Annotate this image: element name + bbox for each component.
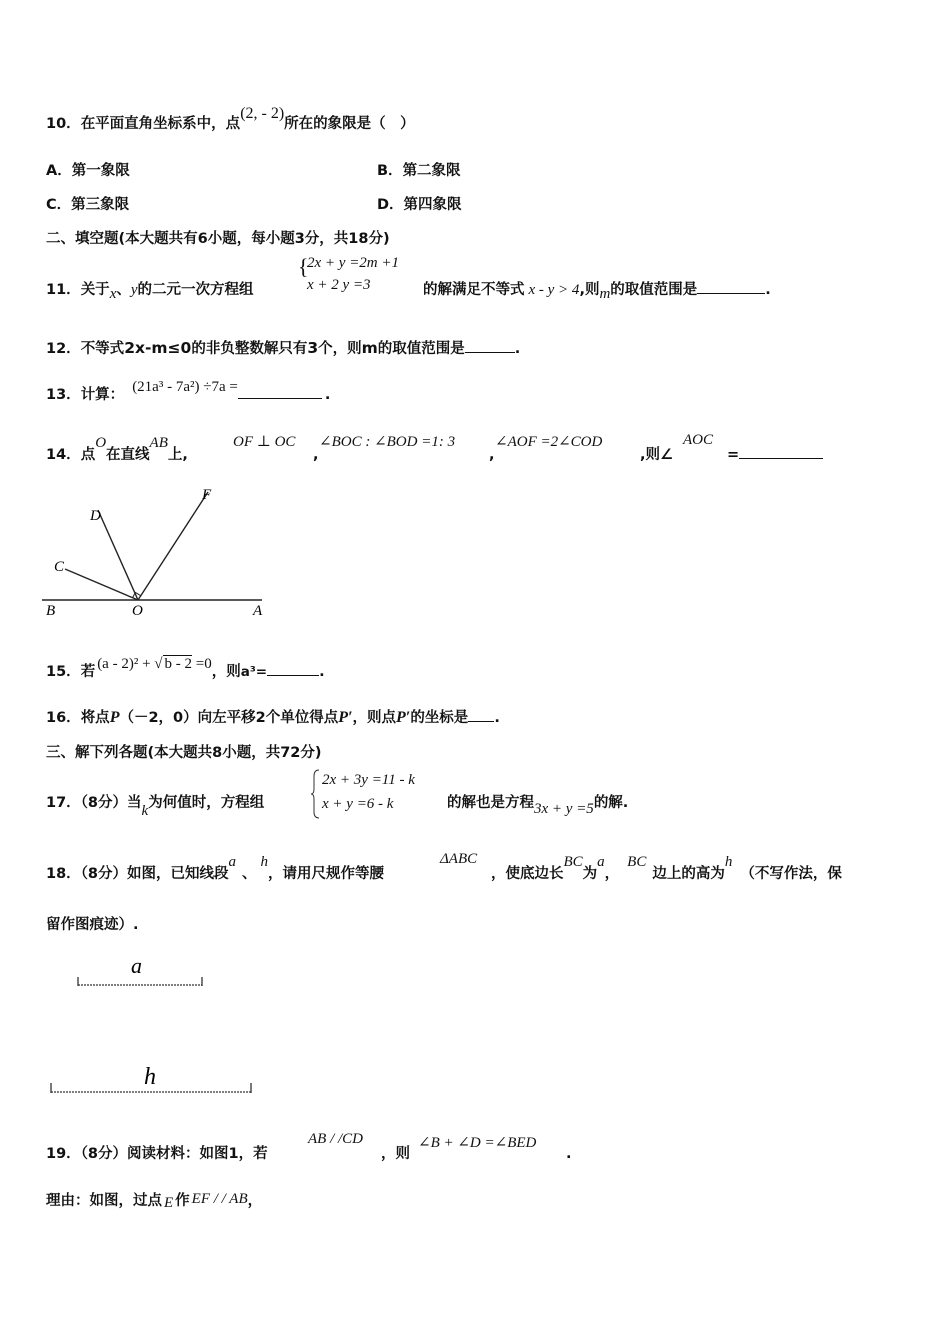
section-3-heading: 三、解下列各题(本大题共8小题，共72分) <box>46 745 322 761</box>
section-2-heading: 二、填空题(本大题共有6小题，每小题3分，共18分) <box>46 231 390 247</box>
q17-stem: 17．（8分）当k为何值时，方程组 <box>46 795 265 819</box>
q11-equation-1: 2x + y =2m +1 <box>307 255 400 271</box>
q16-answer-blank <box>468 721 494 722</box>
q14-stem: 14．点O在直线AB上, <box>46 435 188 463</box>
q11-stem: 11．关于x、y的二元一次方程组 <box>46 282 254 302</box>
q10-number: 10． <box>46 116 81 132</box>
q18-triangle: ΔABC <box>440 851 478 867</box>
q10-option-a: A．第一象限 <box>46 163 130 179</box>
q14-figure <box>40 480 280 625</box>
q17-equation-1: 2x + 3y =11 - k <box>322 772 415 788</box>
q19-parallel: AB / /CD <box>308 1131 363 1147</box>
q14-ratio: ∠BOC : ∠BOD =1: 3 <box>319 434 456 450</box>
q11-equation-system <box>307 252 399 296</box>
q12-stem: 12．不等式2x-m≤0的非负整数解只有3个，则m的取值范围是 . <box>46 339 521 357</box>
q12-answer-blank <box>465 352 515 353</box>
q19-relation: ∠B + ∠D =∠BED <box>418 1135 537 1151</box>
q13-answer-blank <box>238 398 322 399</box>
ray-od <box>98 510 138 600</box>
q11-answer-blank <box>697 293 765 294</box>
q10-option-d: D．第四象限 <box>377 197 462 213</box>
q15-answer-blank <box>267 675 319 676</box>
label-a: A <box>253 603 263 619</box>
q11-system-brace: { <box>298 254 309 279</box>
q11-equation-2: x + 2 y =3 <box>307 277 371 293</box>
q15-stem: 15．若 (a - 2)² + √ b - 2 =0，则a³= . <box>46 656 325 680</box>
q11-condition: 的解满足不等式 x - y > 4,则m的取值范围是 . <box>423 282 771 302</box>
q14-relation: ∠AOF =2∠COD <box>495 434 603 450</box>
q10-stem: 10．在平面直角坐标系中，点(2, - 2)所在的象限是（ ） <box>46 105 415 132</box>
segment-a <box>75 955 207 995</box>
q19-reason: 理由：如图，过点 E 作 EF / / AB， <box>46 1191 263 1211</box>
q10-point: (2, - 2) <box>240 105 285 122</box>
q14-answer-blank <box>739 458 823 459</box>
q10-option-c: C．第三象限 <box>46 197 130 213</box>
q18-stem: 18．（8分）如图，已知线段a、h，请用尺规作等腰 <box>46 854 385 882</box>
label-b: B <box>46 603 56 619</box>
q13-stem: 13．计算： (21a³ - 7a²) ÷7a = . <box>46 379 331 403</box>
segment-a-label: a <box>131 955 142 978</box>
q14-perpendicular: OF ⊥ OC <box>233 434 296 450</box>
q19-stem: 19．（8分）阅读材料：如图1，若 <box>46 1146 268 1162</box>
q15-expression: (a - 2)² + √ b - 2 =0 <box>97 656 212 672</box>
q18-line-2: 留作图痕迹）. <box>46 917 139 933</box>
label-f: F <box>202 487 212 503</box>
q17-condition: 的解也是方程3x + y =5的解. <box>447 795 629 817</box>
label-o: O <box>132 603 143 619</box>
q16-stem: 16．将点P（－2，0）向左平移2个单位得点P′，则点P′的坐标是 . <box>46 709 500 726</box>
q13-expression: (21a³ - 7a²) ÷7a = <box>132 379 238 395</box>
q10-option-b: B．第二象限 <box>377 163 461 179</box>
q17-equation-2: x + y =6 - k <box>322 796 394 812</box>
label-d: D <box>90 508 101 524</box>
segment-h <box>48 1058 258 1098</box>
label-c: C <box>54 559 65 575</box>
ray-of <box>138 492 208 600</box>
segment-h-label: h <box>144 1064 156 1090</box>
q17-equation-system <box>322 768 415 816</box>
q17-system-brace <box>311 768 321 820</box>
